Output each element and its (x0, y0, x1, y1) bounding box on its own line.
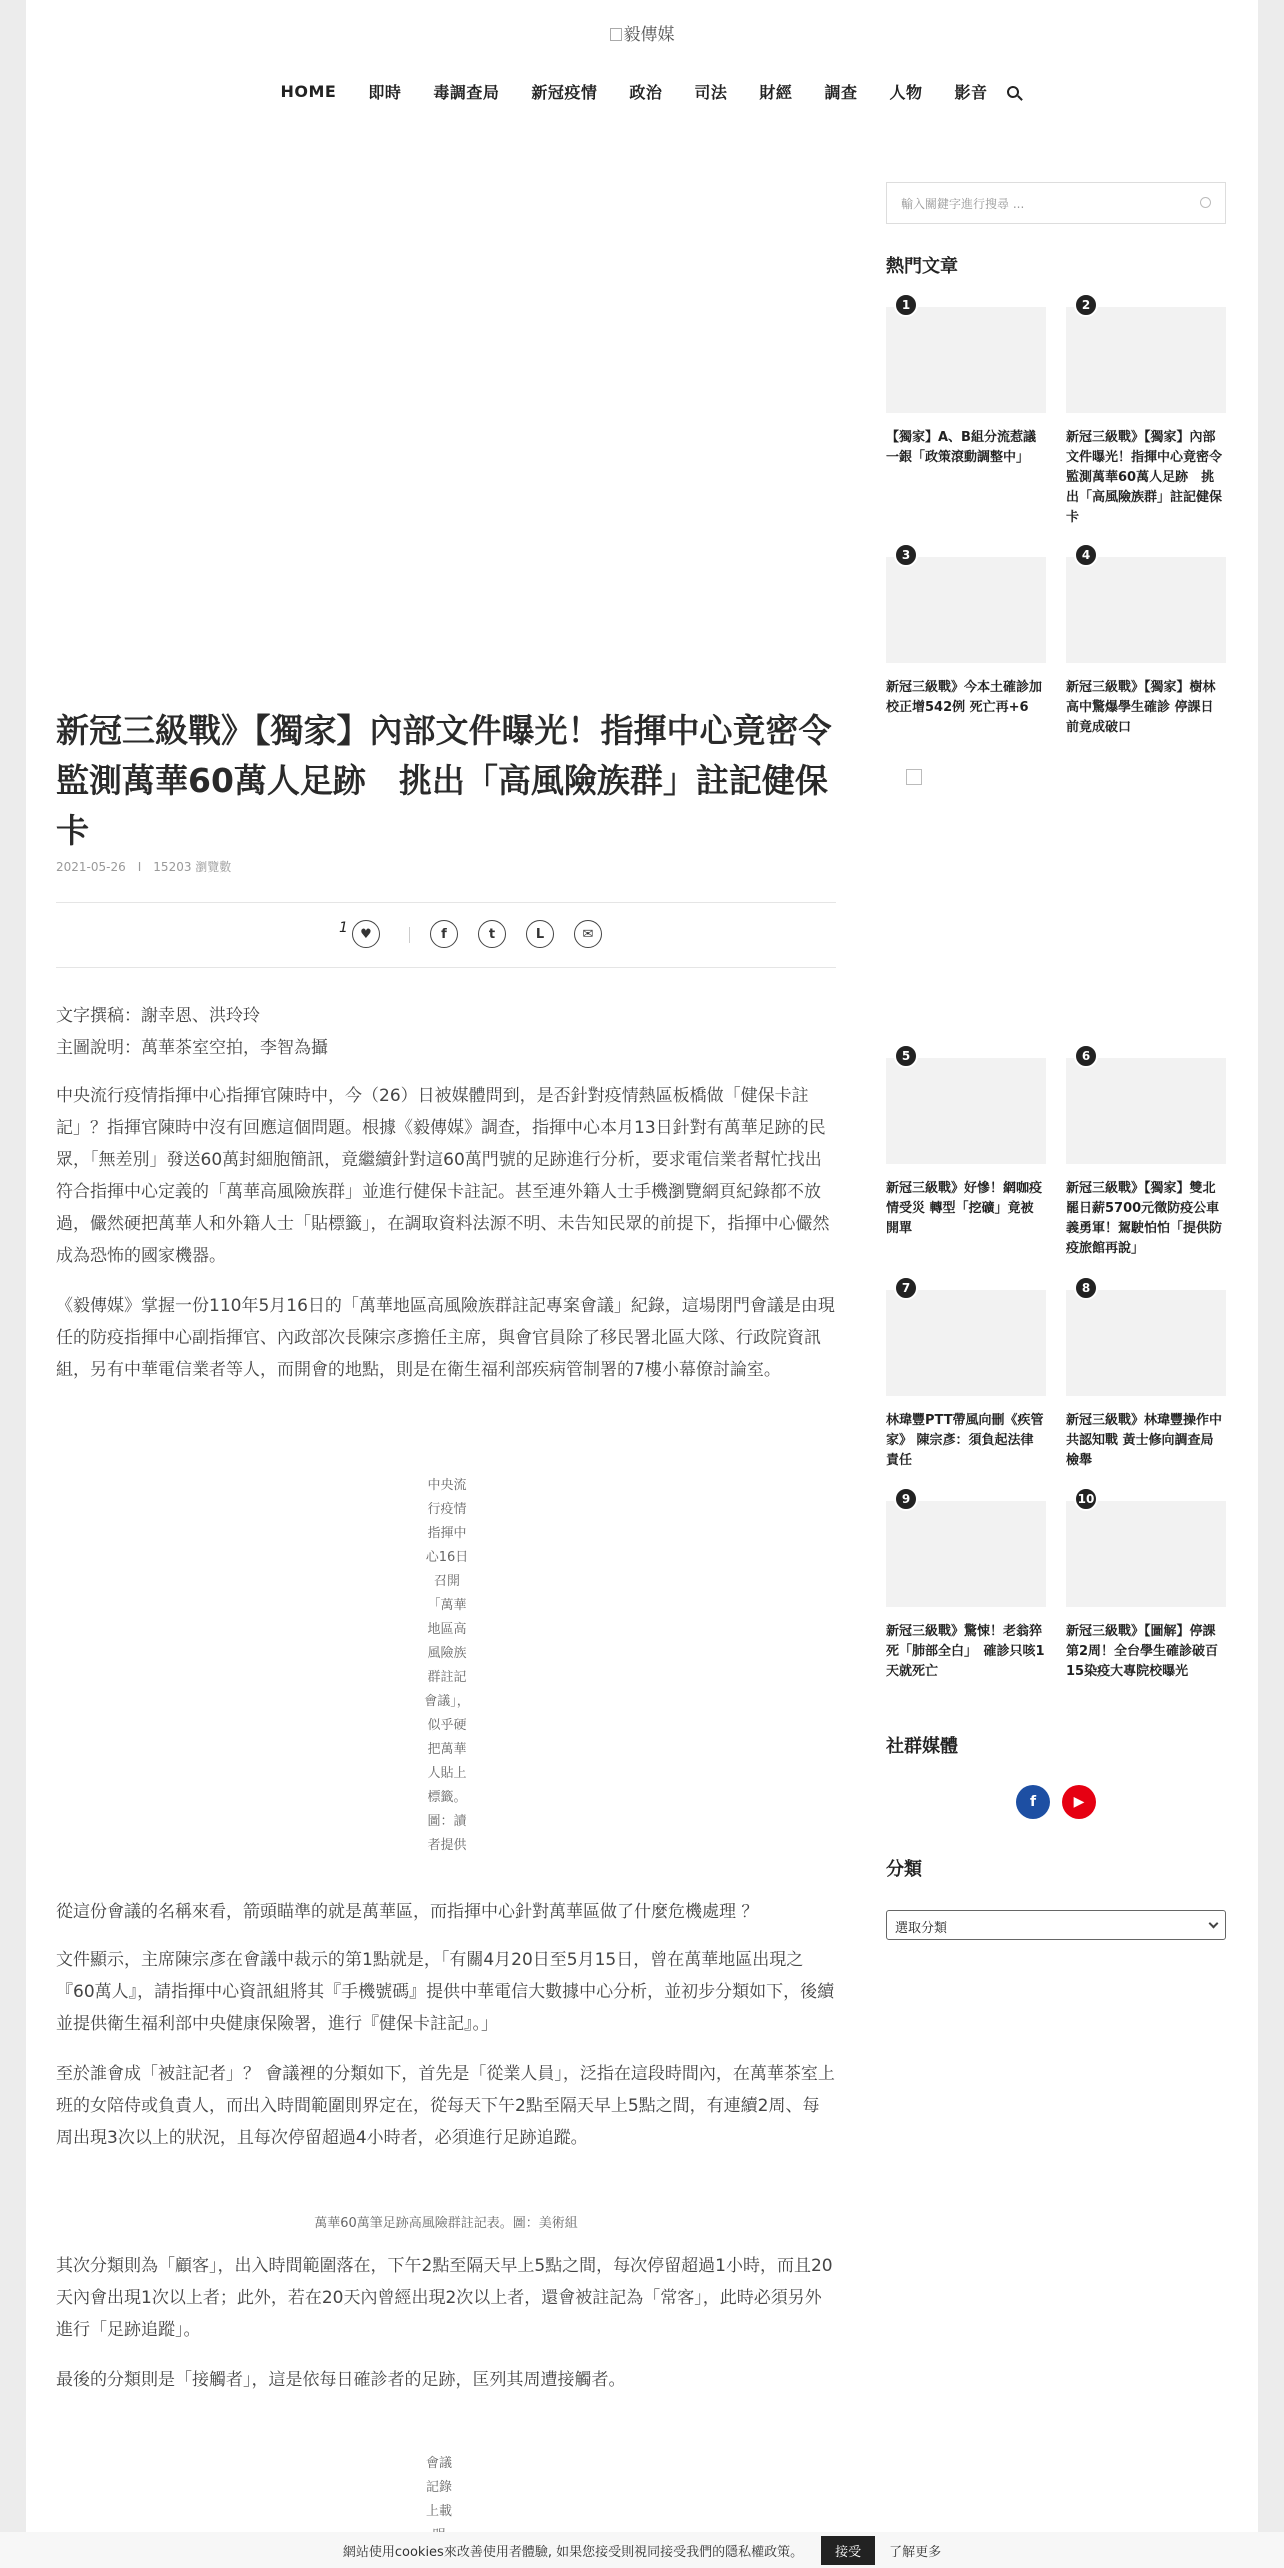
page-wrapper (26, 0, 1258, 2568)
credit-writer: 文字撰稿：謝幸恩、洪玲玲 (56, 1006, 260, 1026)
rank-badge: 4 (1074, 543, 1098, 567)
twitter-share-icon[interactable]: t (478, 920, 506, 948)
popular-title[interactable]: 新冠三級戰》【獨家】雙北罷日薪5700元徵防疫公車義勇軍！駕駛怕怕「提供防疫旅館再說」 (1066, 1181, 1223, 1256)
nav-justice[interactable]: 司法 (694, 83, 728, 102)
popular-card[interactable] (886, 298, 1049, 468)
search-icon[interactable] (1007, 86, 1019, 98)
popular-title[interactable]: 林瑋豐PTT帶風向刪《疾管家》 陳宗彥：須負起法律責任 (886, 1413, 1044, 1468)
popular-title[interactable]: 新冠三級戰》【圖解】停課第2周！全台學生確診破百 15染疫大專院校曝光 (1066, 1624, 1232, 1679)
popular-card[interactable] (1066, 1281, 1226, 1471)
social-heading: 社群媒體 (886, 1736, 958, 1757)
article-paragraph-5: 至於誰會成「被註記者」？ 會議裡的分類如下，首先是「從業人員」，泛指在這段時間內，在萬華茶室上班的女陪侍或負責人，而出入時間範圍則界定在，從每天下午2點至隔天早上5點之間，有連續2周、每周出現3次以上的狀況，且每次停留超過4小時者，必須進行足跡追蹤。 (56, 2064, 835, 2148)
article-paragraph-1: 中央流行疫情指揮中心指揮官陳時中，今（26）日被媒體問到，是否針對疫情熱區板橋做「健保卡註記」？指揮官陳時中沒有回應這個問題。根據《毅傳媒》調查，指揮中心本月13日針對有萬華足跡的民眾，「無差別」發送60萬封細胞簡訊，竟繼續針對這60萬門號的足跡進行分析，要求電信業者幫忙找出符合指揮中心定義的「萬華高風險族群」並進行健保卡註記。甚至連外籍人士手機瀏覽網頁紀錄都不放過，儼然硬把萬華人和外籍人士「貼標籤」，在調取資料法源不明、未告知民眾的前提下，指揮中心儼然成為恐怖的國家機器。 (56, 1086, 830, 1266)
sidebar-search-input[interactable] (886, 182, 1226, 224)
popular-title[interactable]: 新冠三級戰》林瑋豐操作中共認知戰 黃士修向調查局檢舉 (1066, 1413, 1223, 1468)
site-logo[interactable] (26, 20, 1258, 45)
popular-thumb[interactable] (886, 298, 1046, 413)
broken-embed-icon (906, 769, 922, 785)
main-nav (26, 80, 1258, 103)
image-caption-3: 會議記錄上載 (425, 2456, 452, 2519)
popular-card[interactable] (1066, 1049, 1226, 1259)
popular-thumb[interactable] (1066, 298, 1226, 413)
article-views: 15203 瀏覽數 (153, 860, 232, 874)
article-title: 新冠三級戰》【獨家】內部文件曝光！指揮中心竟密令監測萬華60萬人足跡 挑出「高風險族群」註記健保卡 (56, 711, 832, 850)
cookie-more-link[interactable]: 了解更多 (889, 2544, 942, 2560)
category-select[interactable] (886, 1910, 1226, 1940)
nav-people[interactable]: 人物 (889, 83, 923, 102)
logo-alt-text: 毅傳媒 (623, 25, 675, 45)
rank-badge: 3 (894, 543, 918, 567)
search-placeholder: 輸入關鍵字進行搜尋 ... (901, 197, 1025, 211)
popular-card[interactable] (886, 1281, 1046, 1471)
popular-title[interactable]: 新冠三級戰》【獨家】內部文件曝光！指揮中心竟密令監測萬華60萬人足跡 挑出「高風險族群」註記健保卡 (1066, 430, 1223, 525)
youtube-icon[interactable]: ▶ (1062, 1785, 1096, 1819)
facebook-share-icon[interactable]: f (430, 920, 458, 948)
share-divider (409, 927, 410, 943)
rank-badge: 9 (894, 1487, 918, 1511)
category-heading: 分類 (886, 1859, 922, 1880)
like-count: 1 (339, 920, 348, 936)
article-paragraph-2: 《毅傳媒》掌握一份110年5月16日的「萬華地區高風險族群註記專案會議」紀錄，這場閉門會議是由現任的防疫指揮中心副指揮官、內政部次長陳宗彥擔任主席，與會官員除了移民署北區大隊、行政院資訊組，另有中華電信業者等人，而開會的地點，則是在衛生福利部疾病管制署的7樓小幕僚討論室。 (56, 1296, 835, 1380)
rank-badge: 2 (1074, 293, 1098, 317)
popular-thumb[interactable] (1066, 1281, 1226, 1396)
nav-instant[interactable]: 即時 (368, 83, 402, 102)
image-caption-1: 中央流行疫情指揮中心16日召開「萬華地區高風險族群註記會議」，似乎硬把萬華人貼上標籤。圖：讀者提供 (424, 1478, 470, 1853)
popular-card[interactable] (886, 548, 1046, 718)
popular-title[interactable]: 新冠三級戰》好慘！網咖疫情受災 轉型「挖礦」竟被開單 (886, 1181, 1043, 1236)
nav-finance[interactable]: 財經 (759, 83, 793, 102)
article-paragraph-4: 文件顯示，主席陳宗彥在會議中裁示的第1點就是，「有關4月20日至5月15日，曾在萬華地區出現之『60萬人』，請指揮中心資訊組將其『手機號碼』提供中華電信大數據中心分析，並初步分類如下，後續並提供衛生福利部中央健康保險署，進行『健保卡註記』。」 (56, 1950, 835, 2034)
email-share-icon[interactable]: ✉ (574, 920, 602, 948)
article-date: 2021-05-26 (56, 860, 126, 874)
popular-thumb[interactable] (1066, 1049, 1226, 1164)
image-caption-2: 萬華60萬筆足跡高風險群註記表。圖：美術組 (314, 2216, 578, 2231)
meta-separator: I (137, 860, 142, 874)
search-icon[interactable] (1200, 197, 1211, 208)
article-paragraph-7: 最後的分類則是「接觸者」，這是依每日確診者的足跡，匡列其周遭接觸者。 (56, 2370, 626, 2390)
popular-thumb[interactable] (886, 548, 1046, 663)
line-share-icon[interactable]: L (526, 920, 554, 948)
article-paragraph-6: 其次分類則為「顧客」，出入時間範圍落在，下午2點至隔天早上5點之間，每次停留超過1小時，而且20天內會出現1次以上者；此外，若在20天內曾經出現2次以上者，還會被註記為「常客」，此時必須另外進行「足跡追蹤」。 (56, 2256, 833, 2340)
cookie-accept-button[interactable]: 接受 (821, 2536, 875, 2565)
rank-badge: 7 (894, 1276, 918, 1300)
chevron-down-icon (1209, 1919, 1219, 1929)
rank-badge: 10 (1074, 1487, 1098, 1511)
credit-photo: 主圖說明：萬華茶室空拍，李智為攝 (56, 1038, 328, 1058)
popular-card[interactable] (1066, 548, 1226, 738)
nav-video[interactable]: 影音 (954, 83, 988, 102)
category-select-value: 選取分類 (895, 1921, 948, 1936)
popular-card[interactable] (886, 1492, 1046, 1682)
popular-thumb[interactable] (886, 1049, 1046, 1164)
popular-thumb[interactable] (886, 1281, 1046, 1396)
popular-thumb[interactable] (1066, 548, 1226, 663)
popular-heading: 熱門文章 (886, 256, 958, 277)
popular-title[interactable]: 新冠三級戰》今本土確診加校正增542例 死亡再+6 (886, 680, 1043, 715)
rank-badge: 6 (1074, 1044, 1098, 1068)
popular-thumb[interactable] (1066, 1492, 1226, 1607)
popular-card[interactable] (886, 1049, 1046, 1239)
rank-badge: 8 (1074, 1276, 1098, 1300)
nav-home[interactable]: HOME (280, 82, 337, 101)
facebook-icon[interactable]: f (1016, 1785, 1050, 1819)
rank-badge: 5 (894, 1044, 918, 1068)
nav-drug-bureau[interactable]: 毒調查局 (433, 83, 500, 102)
popular-card[interactable] (1066, 1492, 1232, 1682)
cookie-text: 網站使用cookies來改善使用者體驗, 如果您接受則視同接受我們的隱私權政策。 (342, 2544, 804, 2560)
nav-covid[interactable]: 新冠疫情 (531, 83, 598, 102)
broken-image-icon (610, 28, 622, 41)
popular-title[interactable]: 新冠三級戰》驚悚！老翁猝死「肺部全白」 確診只咳1天就死亡 (886, 1624, 1045, 1679)
article-meta (56, 858, 231, 875)
article-paragraph-3: 從這份會議的名稱來看，箭頭瞄準的就是萬華區，而指揮中心針對萬華區做了什麼危機處理 ？ (56, 1902, 759, 1922)
nav-politics[interactable]: 政治 (629, 83, 663, 102)
heart-icon[interactable]: ♥ (352, 920, 380, 948)
rank-badge: 1 (894, 293, 918, 317)
popular-title[interactable]: 新冠三級戰》【獨家】樹林高中驚爆學生確診 停課日前竟成破口 (1066, 680, 1216, 735)
popular-card[interactable] (1066, 298, 1226, 528)
cookie-banner (0, 2532, 1284, 2568)
share-bar (56, 902, 836, 968)
popular-title[interactable]: 【獨家】A、B組分流惹議 一銀「政策滾動調整中」 (886, 430, 1049, 465)
popular-thumb[interactable] (886, 1492, 1046, 1607)
nav-investigation[interactable]: 調查 (824, 83, 858, 102)
